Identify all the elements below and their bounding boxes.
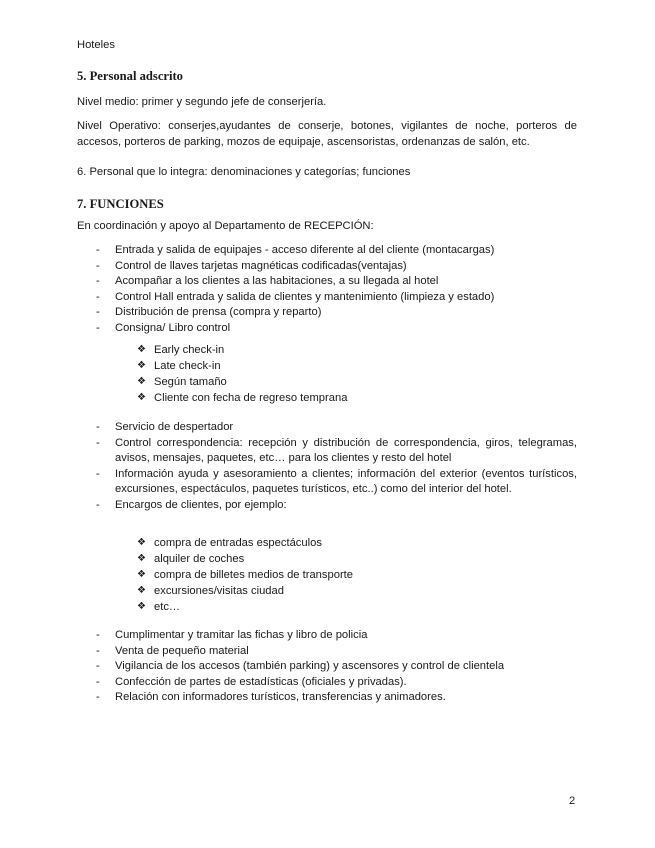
section-6-paragraph: 6. Personal que lo integra: denominaciones y categorías; funciones — [77, 166, 411, 178]
list-item: - Cumplimentar y tramitar las fichas y libro de policia — [77, 628, 577, 644]
sublist-item: ❖ Según tamaño — [137, 374, 347, 390]
encargos-sublist — [137, 535, 353, 615]
functions-list-1 — [77, 243, 577, 336]
list-item: - Consigna/ Libro control — [77, 321, 577, 337]
list-item: - Información ayuda y asesoramiento a clientes; información del exterior (eventos turísticos, excursiones, espectáculos, paquetes turísticos, etc..) como del interior del hotel. — [77, 467, 577, 498]
nivel-operativo-paragraph: Nivel Operativo: conserjes,ayudantes de conserje, botones, vigilantes de noche, porteros de accesos, porteros de parking, mozos de equipaje, ascensoristas, ordenanzas de salón, etc. — [77, 120, 577, 148]
list-item: - Venta de pequeño material — [77, 644, 577, 660]
sublist-item: ❖ etc… — [137, 599, 353, 615]
list-item: - Encargos de clientes, por ejemplo: — [77, 498, 577, 514]
list-item: - Servicio de despertador — [77, 420, 577, 436]
nivel-medio-paragraph: Nivel medio: primer y segundo jefe de conserjería. — [77, 96, 327, 108]
list-item: - Control Hall entrada y salida de clientes y mantenimiento (limpieza y estado) — [77, 290, 577, 306]
section-7-heading: 7. FUNCIONES — [77, 197, 164, 211]
list-item: - Control correspondencia: recepción y distribución de correspondencia, giros, telegramas, avisos, mensajes, paquetes, etc… para los clientes y resto del hotel — [77, 436, 577, 467]
list-item: - Entrada y salida de equipajes - acceso diferente al del cliente (montacargas) — [77, 243, 577, 259]
section-7-intro: En coordinación y apoyo al Departamento de RECEPCIÓN: — [77, 220, 374, 232]
consigna-sublist — [137, 342, 347, 406]
sublist-item: ❖ compra de entradas espectáculos — [137, 535, 353, 551]
functions-list-3 — [77, 628, 577, 706]
list-item: - Vigilancia de los accesos (también parking) y ascensores y control de clientela — [77, 659, 577, 675]
functions-list-2 — [77, 420, 577, 513]
sublist-item: ❖ Cliente con fecha de regreso temprana — [137, 390, 347, 406]
list-item: - Acompañar a los clientes a las habitaciones, a su llegada al hotel — [77, 274, 577, 290]
page-header: Hoteles — [77, 39, 115, 51]
sublist-item: ❖ excursiones/visitas ciudad — [137, 583, 353, 599]
list-item: - Control de llaves tarjetas magnéticas codificadas(ventajas) — [77, 259, 577, 275]
sublist-item: ❖ Early check-in — [137, 342, 347, 358]
section-5-heading: 5. Personal adscrito — [77, 69, 183, 83]
sublist-item: ❖ alquiler de coches — [137, 551, 353, 567]
list-item: - Confección de partes de estadísticas (oficiales y privadas). — [77, 675, 577, 691]
list-item: - Relación con informadores turísticos, transferencias y animadores. — [77, 690, 577, 706]
sublist-item: ❖ compra de billetes medios de transporte — [137, 567, 353, 583]
list-item: - Distribución de prensa (compra y reparto) — [77, 305, 577, 321]
sublist-item: ❖ Late check-in — [137, 358, 347, 374]
page-number: 2 — [569, 795, 576, 807]
